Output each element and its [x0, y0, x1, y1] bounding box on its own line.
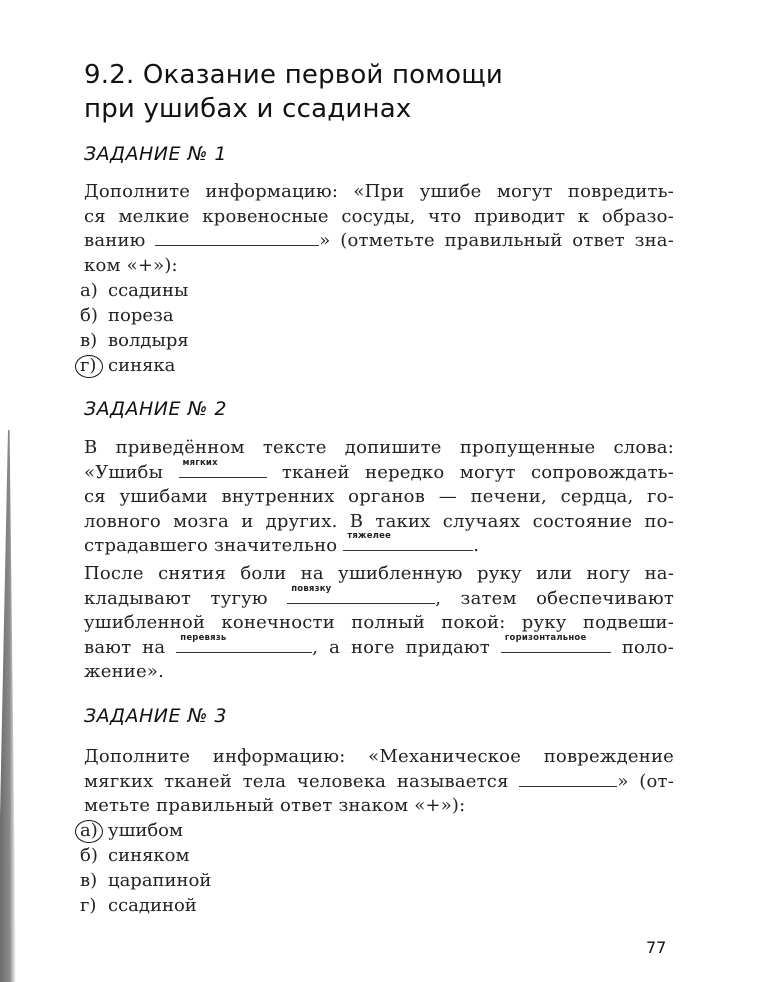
page-binding-shadow [0, 430, 16, 982]
answer-blank[interactable] [519, 772, 617, 787]
text-line: ся мелкие кровеносные сосуды, что приводит к образо- [84, 205, 674, 227]
text-line: Дополните информацию: «При ушибе могут повредить- [84, 181, 674, 202]
text-line: метьте правильный ответ знаком «+»): [84, 795, 466, 816]
text-fragment: мягких тканей тела человека называется [84, 770, 509, 792]
task-3-options [80, 818, 211, 918]
text-line: ся ушибами внутренних органов — печени, сердца, го- [84, 486, 674, 507]
answer-blank[interactable] [155, 231, 319, 246]
option-v[interactable] [80, 868, 211, 893]
answer-blank-2[interactable] [343, 531, 473, 551]
text-line: ушибленной конечности полный покой: руку подвеши- [84, 612, 674, 633]
answer-blank-1[interactable] [179, 457, 267, 478]
text-fragment: тканей нередко могут сопровождать- [281, 461, 675, 483]
option-text: волдыря [108, 330, 189, 351]
option-text: ссадиной [108, 895, 197, 916]
option-letter: в) [80, 870, 98, 891]
text-line [84, 583, 674, 612]
task-2-text-2 [84, 562, 674, 685]
task-3-heading: ЗАДАНИЕ № 3 [84, 705, 227, 727]
page-number: 77 [646, 938, 667, 957]
option-v[interactable] [80, 328, 189, 353]
option-b[interactable] [80, 303, 189, 328]
option-text: ушибом [108, 820, 183, 841]
option-letter: г) [80, 895, 97, 916]
answer-blank-4[interactable] [176, 632, 312, 653]
option-letter: г) [80, 355, 97, 376]
section-title-line-2: при ушибах и ссадинах [84, 94, 412, 124]
option-letter: в) [80, 330, 98, 351]
answer-blank-5[interactable] [501, 632, 611, 653]
text-line: Дополните информацию: «Механическое повреждение [84, 746, 674, 767]
task-2-text [84, 436, 674, 559]
text-line: ком «+»): [84, 254, 178, 276]
text-line: ловного мозга и других. В таких случаях состояние по- [84, 510, 674, 532]
option-a[interactable] [80, 278, 189, 303]
text-line: После снятия боли на ушибленную руку или ногу на- [84, 563, 674, 584]
text-fragment: «Ушибы [84, 461, 164, 483]
text-line: жение». [84, 661, 164, 682]
section-title-line-1: 9.2. Оказание первой помощи [84, 60, 504, 90]
text-fragment: страдавшего значительно [84, 535, 338, 556]
option-letter: а) [80, 820, 98, 841]
text-fragment: кладывают тугую [84, 587, 268, 609]
text-line [84, 770, 674, 795]
task-2-heading: ЗАДАНИЕ № 2 [84, 398, 227, 420]
handwritten-answer: мягких [182, 457, 218, 468]
option-text: пореза [108, 305, 174, 326]
text-fragment: поло- [621, 636, 674, 658]
text-line [84, 457, 675, 486]
option-letter: б) [80, 845, 98, 866]
text-line: В приведённом тексте допишите пропущенные слова: [84, 437, 674, 458]
option-letter: б) [80, 305, 98, 326]
option-text: ссадины [108, 280, 189, 301]
text-line [84, 632, 674, 661]
option-g[interactable] [80, 893, 211, 918]
option-text: синяка [108, 355, 176, 376]
text-fragment: , затем обеспечивают [435, 587, 674, 609]
option-letter: а) [80, 280, 98, 301]
option-a[interactable] [80, 818, 211, 843]
text-fragment: » (от- [617, 770, 674, 792]
text-line [84, 531, 674, 559]
section-title [84, 58, 503, 126]
handwritten-answer: горизонтальное [504, 632, 587, 643]
text-fragment: » (отметьте правильный ответ зна- [319, 230, 674, 251]
option-g[interactable] [80, 353, 189, 378]
selected-circle-mark [75, 820, 103, 843]
text-fragment: , а ноге придают [312, 636, 490, 658]
text-line [84, 229, 674, 254]
text-fragment: . [473, 535, 480, 556]
task-3-text [84, 745, 674, 819]
text-fragment: ванию [84, 230, 146, 251]
handwritten-answer: перевязь [180, 632, 227, 643]
task-1-options [80, 278, 189, 378]
handwritten-answer: повязку [291, 583, 332, 594]
option-text: синяком [108, 845, 190, 866]
selected-circle-mark [75, 355, 103, 378]
option-b[interactable] [80, 843, 211, 868]
handwritten-answer: тяжелее [347, 531, 392, 541]
text-fragment: вают на [84, 636, 166, 658]
answer-blank-3[interactable] [287, 583, 435, 604]
task-1-text [84, 180, 674, 278]
option-text: царапиной [108, 870, 212, 891]
task-1-heading: ЗАДАНИЕ № 1 [84, 143, 227, 165]
